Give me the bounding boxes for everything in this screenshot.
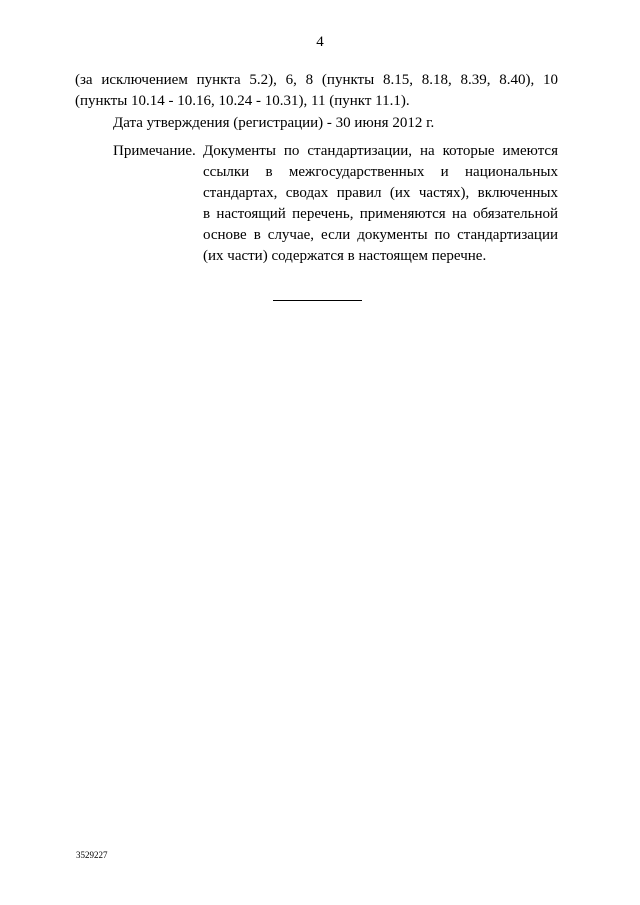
note-line-4: в настоящий перечень, применяются на обязательной [203, 206, 558, 222]
section-divider [273, 300, 362, 301]
note-line-5: основе в случае, если документы по стандартизации [203, 227, 558, 243]
note-line-2: ссылки в межгосударственных и национальных [203, 164, 558, 180]
note-line-3: стандартах, сводах правил (их частях), включенных [203, 185, 558, 201]
paragraph-line-2: (пункты 10.14 - 10.16, 10.24 - 10.31), 11 (пункт 11.1). [75, 93, 410, 109]
note-line-1: Документы по стандартизации, на которые имеются [203, 143, 558, 159]
paragraph-line-1: (за исключением пункта 5.2), 6, 8 (пункты 8.15, 8.18, 8.39, 8.40), 10 [75, 72, 558, 88]
note-line-6: (их части) содержатся в настоящем перечне. [203, 248, 487, 264]
approval-date: Дата утверждения (регистрации) - 30 июня 2012 г. [113, 115, 435, 131]
note-label: Примечание. [113, 143, 196, 159]
page-number: 4 [316, 34, 324, 50]
document-code: 3529227 [76, 850, 108, 860]
